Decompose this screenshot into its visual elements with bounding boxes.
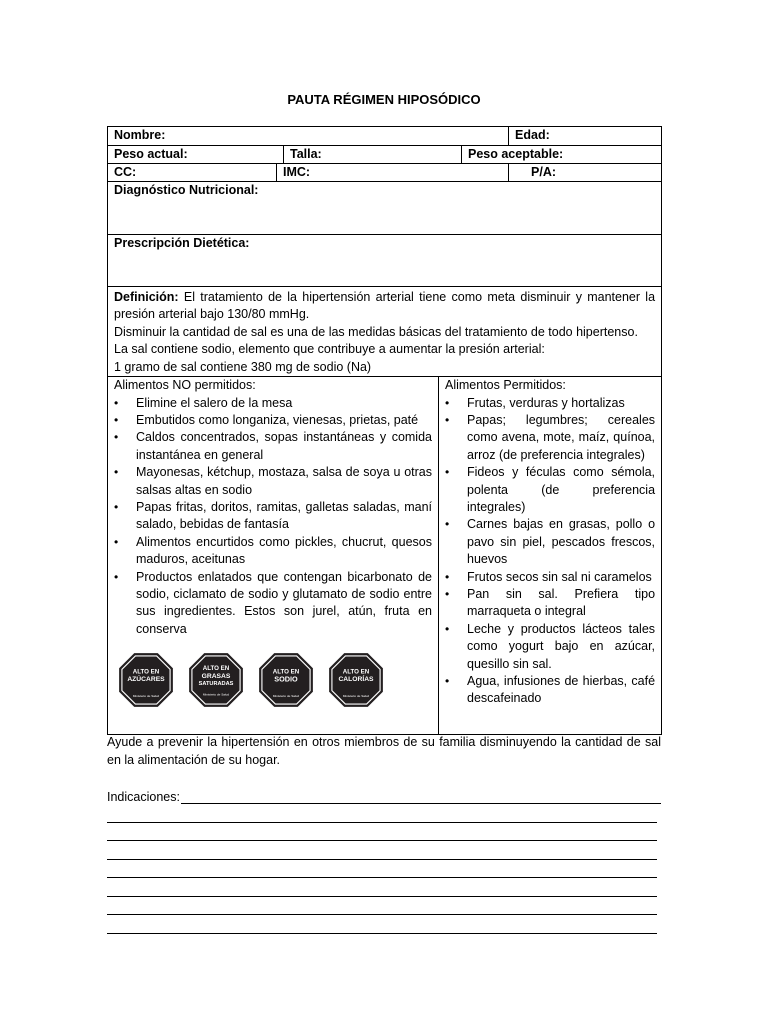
svg-text:ALTO EN: ALTO EN [272, 668, 300, 676]
svg-text:ALTO EN: ALTO EN [202, 665, 230, 673]
bullet-icon: • [114, 430, 119, 445]
bullet-icon: • [114, 499, 119, 514]
svg-text:ALTO EN: ALTO EN [132, 668, 160, 676]
list-item: • Mayonesas, kétchup, mostaza, salsa de soya u otras salsas altas en sodio [114, 465, 432, 497]
pa-label: P/A: [531, 165, 557, 179]
edad-label: Edad: [515, 128, 550, 142]
writing-line[interactable] [107, 897, 657, 916]
list-item: • Frutas, verduras y hortalizas [445, 395, 655, 412]
list-item: • Elimine el salero de la mesa [114, 395, 432, 412]
definition-text-2: Disminuir la cantidad de sal es una de las medidas básicas del tratamiento de todo hipertenso. [114, 324, 638, 339]
peso-actual-field[interactable] [108, 146, 284, 164]
pa-field[interactable] [509, 164, 662, 182]
bullet-icon: • [445, 621, 450, 636]
peso-aceptable-label: Peso aceptable: [468, 147, 564, 161]
prescripcion-label: Prescripción Dietética: [114, 236, 250, 250]
bullet-icon: • [445, 587, 450, 601]
peso-actual-label: Peso actual: [114, 147, 188, 161]
writing-line[interactable] [107, 878, 657, 897]
writing-line[interactable] [107, 823, 657, 842]
bullet-icon: • [114, 534, 119, 549]
definition-label: Definición: [114, 290, 179, 304]
definition-text: El tratamiento de la hipertensión arterial tiene como meta disminuir y mantener la presión arterial bajo 130/80 mmHg. [114, 290, 656, 322]
peso-aceptable-field[interactable] [462, 146, 662, 164]
list-item: • Agua, infusiones de hierbas, café descafeinado [445, 674, 656, 706]
indicaciones-input-line[interactable] [181, 790, 661, 804]
allowed-list [445, 395, 655, 708]
not-allowed-list [114, 395, 432, 639]
page-title: PAUTA RÉGIMEN HIPOSÓDICO [287, 92, 481, 107]
list-item: • Papas fritas, doritos, ramitas, galletas saladas, maní salado, bebidas de fantasía [114, 499, 432, 532]
svg-text:Ministerio de Salud: Ministerio de Salud [132, 694, 160, 699]
bullet-icon: • [445, 465, 450, 480]
indicaciones-lines [107, 804, 661, 934]
list-item: • Alimentos encurtidos como pickles, chucrut, quesos maduros, aceitunas [114, 534, 432, 567]
definition-section [108, 287, 662, 377]
indicaciones-label: Indicaciones: [107, 790, 180, 804]
high-saturated-fat-seal-icon [188, 652, 244, 708]
talla-field[interactable] [284, 146, 462, 164]
list-item: • Papas; legumbres; cereales como avena, mote, maíz, quínoa, arroz (de preferencia integrales) [445, 412, 656, 462]
writing-line[interactable] [107, 915, 657, 934]
bullet-icon: • [445, 569, 450, 584]
svg-text:SATURADAS: SATURADAS [198, 681, 234, 688]
diagnostico-field[interactable] [108, 182, 662, 235]
imc-field[interactable] [277, 164, 509, 182]
list-item: • Leche y productos lácteos tales como yogurt bajo en azúcar, quesillo sin sal. [445, 621, 656, 671]
warning-seals [118, 652, 432, 708]
allowed-title: Alimentos Permitidos: [445, 378, 566, 393]
definition-text-3: La sal contiene sodio, elemento que contribuye a aumentar la presión arterial: [114, 342, 545, 357]
talla-label: Talla: [290, 147, 322, 161]
nombre-field[interactable] [108, 127, 509, 146]
writing-line[interactable] [107, 841, 657, 860]
bullet-icon: • [445, 395, 450, 410]
indicaciones-row [107, 787, 661, 804]
imc-label: IMC: [283, 165, 311, 179]
list-item: • Frutos secos sin sal ni caramelos [445, 569, 655, 586]
nombre-label: Nombre: [114, 128, 166, 142]
list-item: • Carnes bajas en grasas, pollo o pavo sin piel, pescados frescos, huevos [445, 517, 656, 567]
list-item: • Fideos y féculas como sémola, polenta (de preferencia integrales) [445, 465, 656, 514]
patient-form [107, 126, 662, 735]
prescripcion-field[interactable] [108, 235, 662, 287]
not-allowed-title: Alimentos NO permitidos: [114, 378, 256, 393]
bullet-icon: • [114, 395, 119, 410]
bullet-icon: • [445, 517, 450, 532]
bullet-icon: • [445, 674, 450, 689]
svg-text:GRASAS: GRASAS [201, 672, 231, 680]
edad-field[interactable] [509, 127, 662, 146]
high-sugar-seal-icon [118, 652, 174, 708]
diagnostico-label: Diagnóstico Nutricional: [114, 183, 259, 197]
bullet-icon: • [114, 412, 119, 427]
bullet-icon: • [114, 465, 119, 480]
indicaciones-section [107, 787, 661, 934]
svg-text:Ministerio de Salud: Ministerio de Salud [342, 694, 370, 699]
prevention-note: Ayude a prevenir la hipertensión en otros miembros de su familia disminuyendo la cantidad de sal en la alimentación de su hogar. [107, 735, 661, 767]
list-item: • Pan sin sal. Prefiera tipo marraqueta o integral [445, 587, 656, 619]
svg-text:ALTO EN: ALTO EN [342, 668, 370, 676]
not-allowed-column [108, 377, 439, 735]
svg-text:Ministerio de Salud: Ministerio de Salud [272, 694, 300, 699]
definition-paragraph [114, 289, 655, 324]
list-item: • Embutidos como longaniza, vienesas, prietas, paté [114, 412, 432, 429]
cc-label: CC: [114, 165, 137, 179]
writing-line[interactable] [107, 804, 657, 823]
definition-sodium-fact: 1 gramo de sal contiene 380 mg de sodio (Na) [114, 359, 372, 374]
svg-text:Ministerio de Salud: Ministerio de Salud [202, 692, 230, 697]
bullet-icon: • [445, 412, 450, 427]
writing-line[interactable] [107, 860, 657, 879]
svg-text:AZÚCARES: AZÚCARES [127, 676, 165, 684]
bullet-icon: • [114, 569, 119, 584]
list-item: • Productos enlatados que contengan bicarbonato de sodio, ciclamato de sodio y glutamato de sodio entre sus ingredientes. Estos son jurel, atún, fruta en conserva [114, 569, 432, 636]
allowed-column [439, 377, 662, 735]
high-sodium-seal-icon [258, 652, 314, 708]
svg-text:SODIO: SODIO [274, 674, 298, 684]
cc-field[interactable] [108, 164, 277, 182]
high-calories-seal-icon [328, 652, 384, 708]
svg-text:CALORÍAS: CALORÍAS [338, 676, 374, 684]
list-item: • Caldos concentrados, sopas instantáneas y comida instantánea en general [114, 430, 432, 462]
